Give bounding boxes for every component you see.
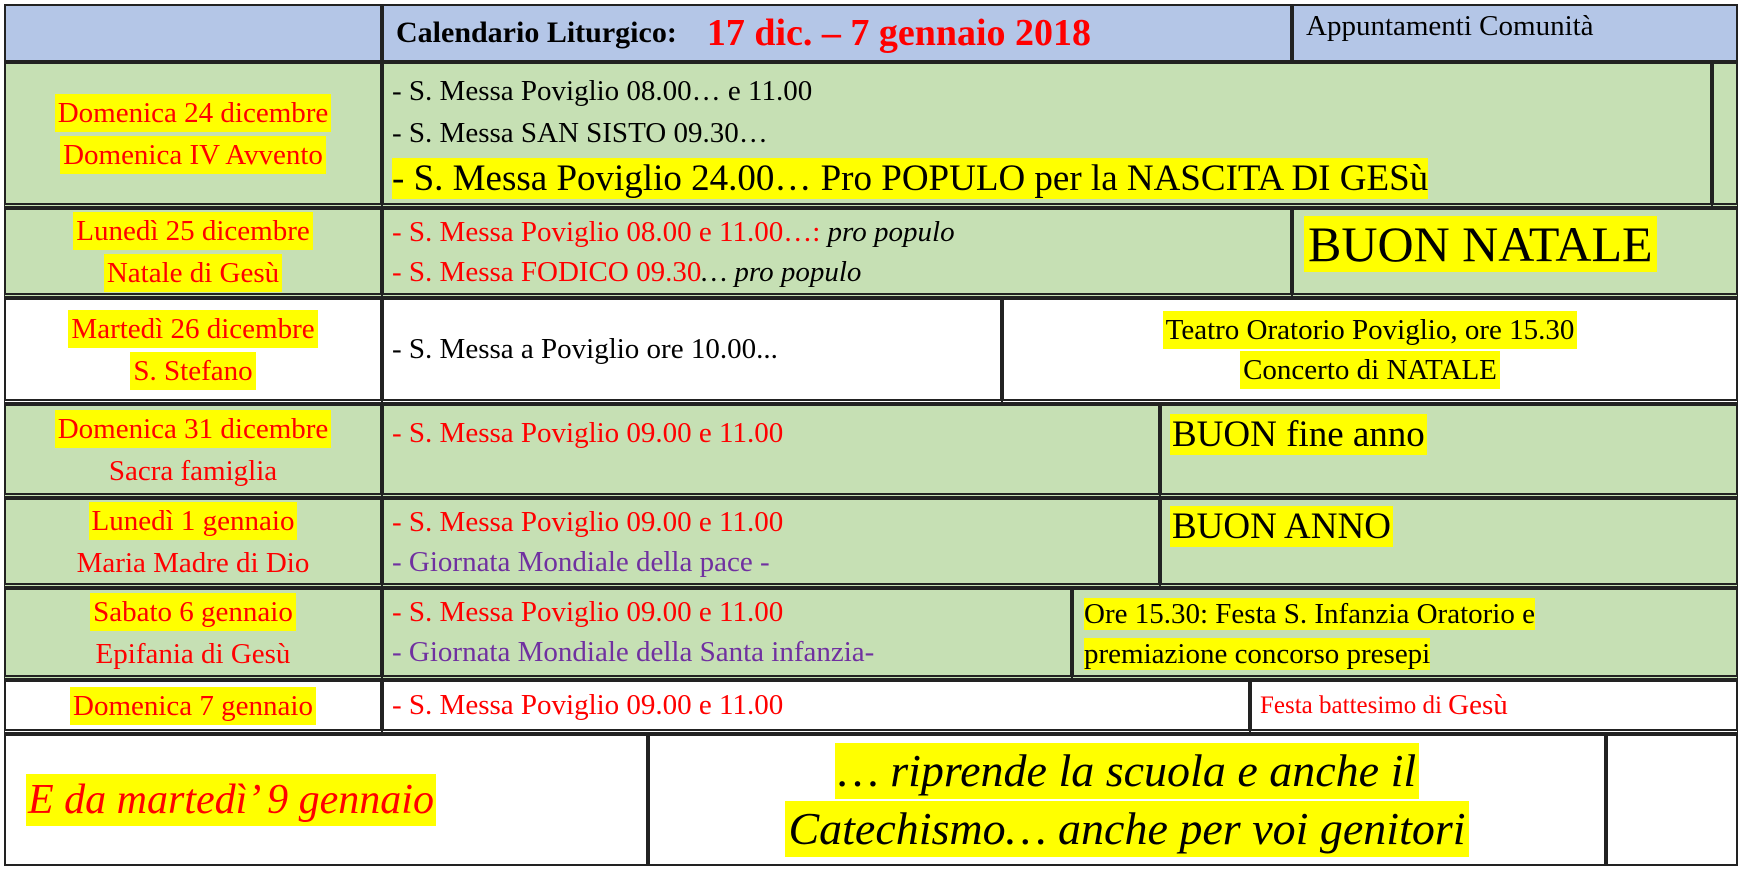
- masses-cell: [382, 588, 1072, 680]
- masses-cell: [382, 208, 1292, 298]
- footer-empty-cell: [1606, 734, 1738, 866]
- day-cell: [4, 404, 382, 498]
- appointment-cell: [1160, 404, 1738, 498]
- day-name: Domenica 31 dicembre: [55, 410, 332, 448]
- day-cell: [4, 498, 382, 588]
- appointment-line: Teatro Oratorio Poviglio, ore 15.30: [1163, 311, 1578, 349]
- appointment-line: premiazione concorso presepi: [1084, 638, 1431, 670]
- mass-line: [392, 252, 1282, 292]
- header-empty-cell: [4, 4, 382, 62]
- header-title-cell: [382, 4, 1292, 62]
- footer-left-cell: [4, 734, 648, 866]
- day-row-7-gennaio: [4, 680, 1738, 734]
- day-subtitle: Maria Madre di Dio: [76, 546, 310, 579]
- masses-cell: [382, 498, 1160, 588]
- mass-line: - S. Messa a Poviglio ore 10.00...: [392, 333, 778, 365]
- day-cell: [4, 298, 382, 404]
- day-cell: [4, 588, 382, 680]
- footer-row: [4, 734, 1738, 866]
- appointment-word: Gesù: [1448, 689, 1508, 721]
- mass-line: - S. Messa Poviglio 09.00 e 11.00: [392, 506, 784, 538]
- day-name: Lunedì 25 dicembre: [73, 212, 313, 250]
- day-row-31-dicembre: [4, 404, 1738, 498]
- day-cell: [4, 680, 382, 734]
- mass-time: - S. Messa FODICO 09.30: [392, 256, 702, 288]
- footer-message-line: … riprende la scuola e anche il: [835, 743, 1419, 799]
- day-subtitle: Sacra famiglia: [108, 454, 278, 487]
- day-subtitle: S. Stefano: [130, 352, 255, 390]
- day-name: Martedì 26 dicembre: [68, 310, 317, 348]
- mass-time: - S. Messa Poviglio 08.00 e 11.00…:: [392, 216, 828, 248]
- day-subtitle: Domenica IV Avvento: [60, 136, 326, 174]
- day-name: Domenica 7 gennaio: [70, 687, 316, 725]
- day-subtitle: Natale di Gesù: [104, 254, 282, 292]
- appointment-line: Concerto di NATALE: [1240, 351, 1500, 389]
- day-name: Sabato 6 gennaio: [90, 593, 296, 631]
- buon-fine-anno: BUON fine anno: [1172, 414, 1425, 455]
- world-day-line: - Giornata Mondiale della pace -: [392, 546, 770, 578]
- masses-cell: [382, 298, 1002, 404]
- appointment-cell: [1072, 588, 1738, 680]
- appointment-cell: [1160, 498, 1738, 588]
- mass-line: - S. Messa Poviglio 08.00… e 11.00: [392, 75, 813, 107]
- header-row: [4, 4, 1738, 62]
- day-row-26-dicembre: [4, 298, 1738, 404]
- day-subtitle: Epifania di Gesù: [95, 637, 291, 670]
- appointment-text: Festa battesimo di: [1260, 691, 1442, 719]
- day-cell: [4, 62, 382, 208]
- mass-line: - S. Messa Poviglio 09.00 e 11.00: [392, 689, 784, 721]
- day-row-24-dicembre: [4, 62, 1738, 208]
- appointment-cell: [1002, 298, 1738, 404]
- appointment-line: Ore 15.30: Festa S. Infanzia Oratorio e: [1084, 598, 1535, 630]
- day-cell: [4, 208, 382, 298]
- masses-cell: [382, 404, 1160, 498]
- day-row-6-gennaio: [4, 588, 1738, 680]
- buon-natale: BUON NATALE: [1304, 216, 1657, 272]
- appointment-cell: [1250, 680, 1738, 734]
- appointment-cell: [1292, 208, 1738, 298]
- mass-note: pro populo: [827, 216, 955, 248]
- day-row-25-dicembre: [4, 208, 1738, 298]
- masses-cell: [382, 62, 1712, 208]
- world-day-line: - Giornata Mondiale della Santa infanzia-: [392, 636, 875, 668]
- title-label: Calendario Liturgico:: [396, 16, 677, 49]
- footer-message-cell: [648, 734, 1606, 866]
- mass-line: - S. Messa Poviglio 09.00 e 11.00: [392, 417, 784, 449]
- mass-line: - S. Messa Poviglio 09.00 e 11.00: [392, 596, 784, 628]
- appointment-cell: [1712, 62, 1738, 208]
- day-name: Domenica 24 dicembre: [55, 94, 332, 132]
- buon-anno: BUON ANNO: [1172, 506, 1391, 547]
- appointments-header: Appuntamenti Comunità: [1292, 4, 1738, 62]
- mass-line: [392, 212, 1282, 252]
- masses-cell: [382, 680, 1250, 734]
- day-row-1-gennaio: [4, 498, 1738, 588]
- title-dates: 17 dic. – 7 gennaio 2018: [706, 12, 1092, 54]
- midnight-mass-line: - S. Messa Poviglio 24.00… Pro POPULO per la NASCITA DI GESù: [392, 158, 1429, 199]
- day-name: Lunedì 1 gennaio: [89, 502, 298, 540]
- footer-message-line: Catechismo… anche per voi genitori: [785, 801, 1468, 857]
- mass-note: … pro populo: [701, 256, 862, 288]
- footer-date: E da martedì’ 9 gennaio: [26, 774, 436, 826]
- mass-line: - S. Messa SAN SISTO 09.30…: [392, 117, 768, 149]
